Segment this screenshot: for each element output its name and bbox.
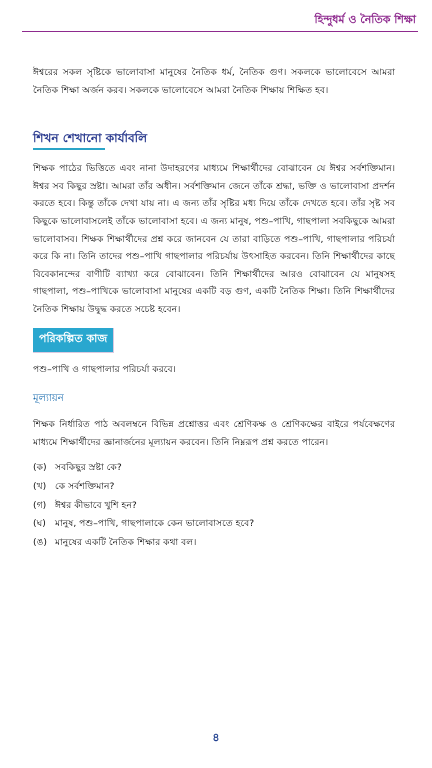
list-item [33,459,395,478]
spacer [33,407,395,416]
learning-activities-paragraph: শিক্ষক পাঠের ভিত্তিতে এবং নানা উদাহরণের মাধ্যমে শিক্ষার্থীদের বোঝাবেন যে ঈশ্বর সর্বশক্তিমান। ঈশ্বর সব কিছুর স্রষ্টা। আমরা তাঁর অধীন। সর্বশক্তিমান জেনে তাঁকে শ্রদ্ধা, ভক্তি ও ভালোবাসা প্রদর্শন করতে হবে। কিন্তু তাঁকে দেখা যায় না। এ জন্য তাঁর সৃষ্টির মধ্য দিয়ে তাঁকে দেখতে হবে। তাঁর সৃষ্ট সব কিছুকে ভালোবাসলেই তাঁকে ভালোবাসা হবে। এ জন্য মানুষ, পশু–পাখি, গাছপালা সবকিছুকে আমরা ভালোবাসব। শিক্ষক শিক্ষার্থীদের প্রশ্ন করে জানবেন যে তারা বাড়িতে পশু–পাখি, গাছপালার পরিচর্যা করে কি না। তিনি তাদের পশু–পাখি গাছপালার পরিচর্যায় উৎসাহিত করবেন। তিনি শিক্ষার্থীদের কাছে বিবেকানন্দের বাণীটি ব্যাখ্যা করে বোঝাবেন। তিনি শিক্ষার্থীদের আরও বোঝাবেন যে মানুষসহ গাছপালা, পশু–পাখিকে ভালোবাসা মানুষের একটি বড় গুণ, একটি নৈতিক শিক্ষা। তিনি শিক্ষার্থীদের নৈতিক শিক্ষায় উদ্বুদ্ধ করতে সচেষ্ট হবেন। [33,163,395,315]
question-text: কে সর্বশক্তিমান? [55,480,115,492]
question-marker: (ঙ) [33,536,47,548]
page-number: ৪ [212,731,220,744]
spacer [33,319,395,327]
list-item [33,497,395,516]
list-item [33,515,395,534]
question-text: সবকিছুর স্রষ্টা কে? [55,462,122,474]
spacer [33,353,395,361]
learning-activities-heading-text: শিখন শেখানো কার্যাবলি [33,131,148,146]
learning-activities-heading [33,129,395,149]
spacer [33,451,395,459]
intro-paragraph: ঈশ্বরের সকল সৃষ্টিকে ভালোবাসা মানুষের নৈতিক ধর্ম, নৈতিক গুণ। সকলকে ভালোবেসে আমরা নৈতিক শিক্ষা অর্জন করব। সকলকে ভালোবেসে আমরা নৈতিক শিক্ষায় শিক্ষিত হব। [33,67,395,96]
planned-work-paragraph: পশু–পাখি ও গাছপালার পরিচর্যা করবে। [33,363,176,375]
heading-underline [33,148,105,150]
evaluation-paragraph: শিক্ষক নির্ধারিত পাঠ অবলম্বনে বিভিন্ন প্রশ্নোত্তর এবং শ্রেণিকক্ষ ও শ্রেণিকক্ষের বাইরে পর্যবেক্ষণের মাধ্যমে শিক্ষার্থীদের জ্ঞানার্জনের মূল্যায়ন করবেন। তিনি নিম্নরূপ প্রশ্ন করতে পারেন। [33,419,395,448]
evaluation-heading: মূল্যায়ন [33,393,64,405]
question-marker: (গ) [33,499,47,511]
planned-work-heading: পরিকল্পিত কাজ [33,328,114,353]
question-marker: (খ) [33,480,47,492]
question-text: মানুষ, পশু–পাখি, গাছপালাকে কেন ভালোবাসতে হবে? [55,518,255,530]
page-content [33,64,395,552]
list-item [33,478,395,497]
running-header: হিন্দুধর্ম ও নৈতিক শিক্ষা [314,13,416,26]
question-list [33,459,395,552]
spacer [33,149,395,160]
question-marker: (ঘ) [33,518,46,530]
question-text: মানুষের একটি নৈতিক শিক্ষার কথা বল। [55,536,197,548]
question-marker: (ক) [33,462,47,474]
question-text: ঈশ্বর কীভাবে খুশি হন? [55,499,137,511]
header-rule [22,31,418,32]
spacer [33,378,395,391]
spacer [33,99,395,129]
list-item [33,534,395,553]
